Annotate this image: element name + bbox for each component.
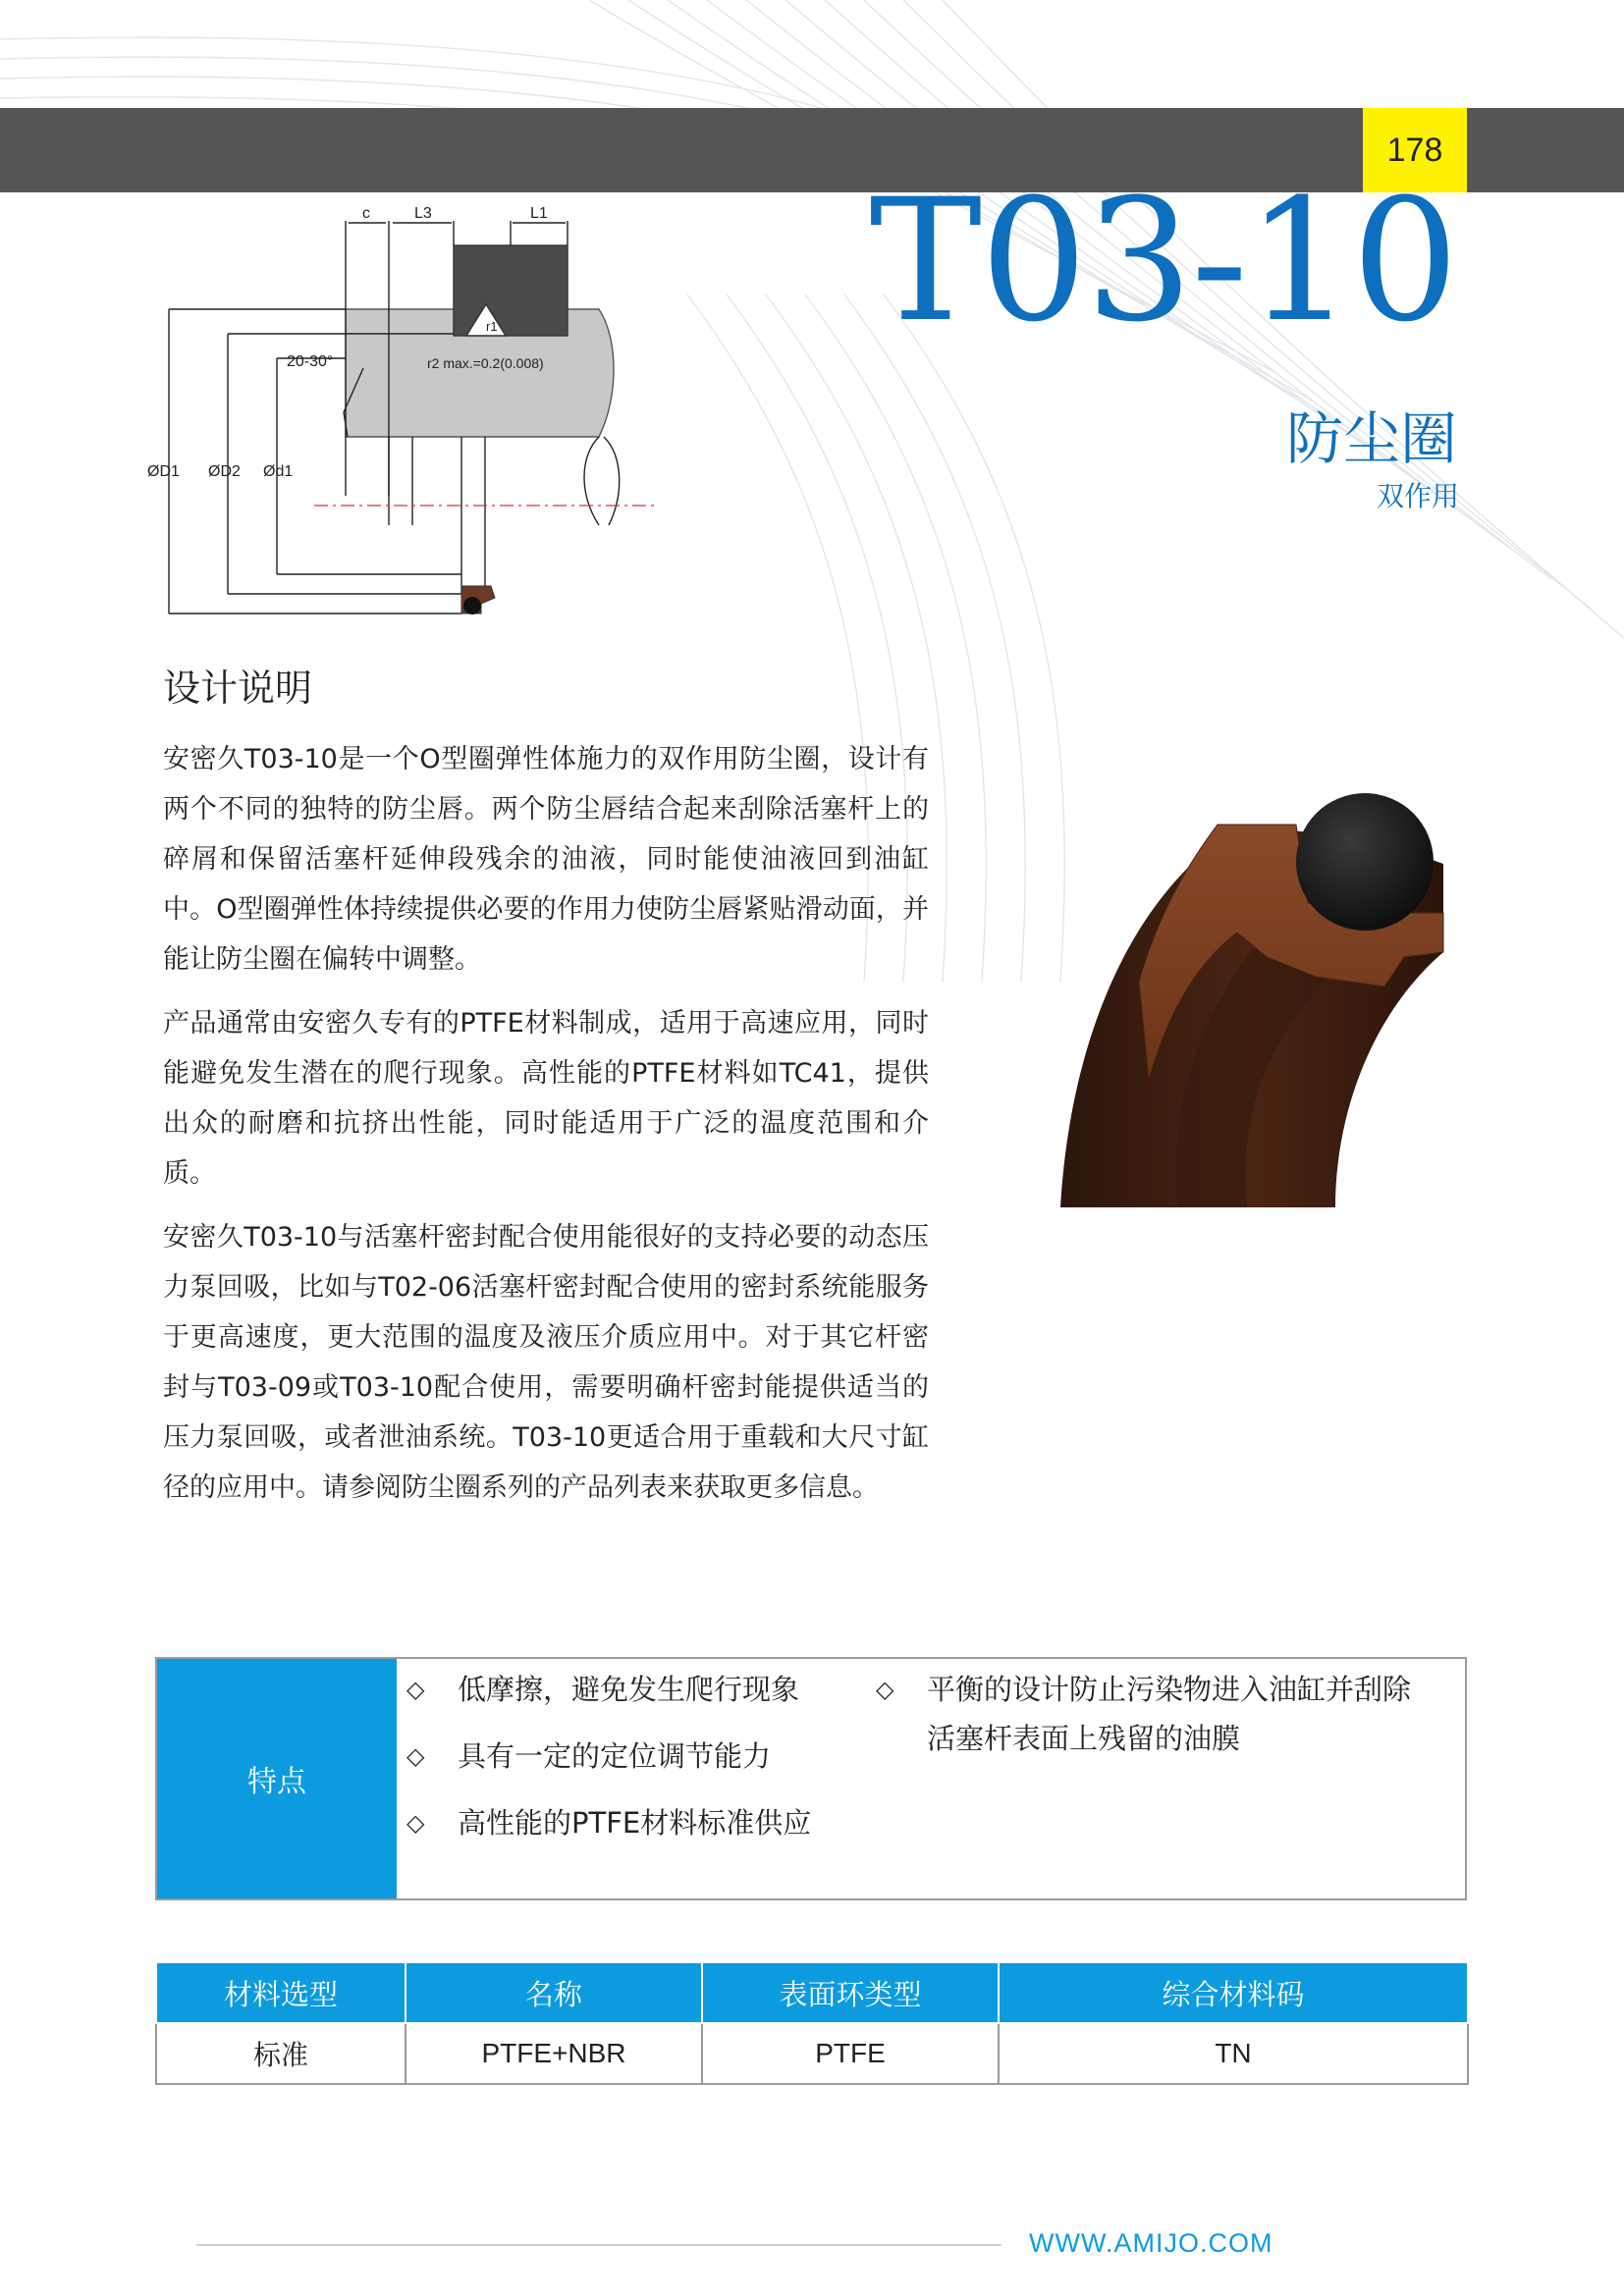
product-image (1051, 785, 1463, 1207)
description-paragraph-1: 安密久T03-10是一个O型圈弹性体施力的双作用防尘圈，设计有两个不同的独特的防尘唇。两个防尘唇结合起来刮除活塞杆上的碎屑和保留活塞杆延伸段残余的油液，同时能使油液回到油缸中。O型圈弹性体持续提供必要的作用力使防尘唇紧贴滑动面，并能让防尘圈在偏转中调整。 (163, 744, 929, 975)
label-c: c (362, 205, 370, 222)
label-r1: r1 (486, 319, 498, 334)
feature-item (406, 1732, 819, 1781)
label-angle: 20-30° (287, 353, 334, 370)
label-r2: r2 max.=0.2(0.008) (427, 355, 544, 371)
feature-text: 低摩擦，避免发生爬行现象 (458, 1673, 800, 1706)
product-subtitle: 双作用 (1376, 480, 1459, 512)
diamond-bullet-icon: ◇ (406, 1742, 425, 1770)
diagram-drawing (169, 221, 620, 614)
header-material-type: 材料选型 (156, 1962, 406, 2023)
diamond-bullet-icon: ◇ (406, 1676, 425, 1703)
product-code-title: T03-10 (869, 162, 1457, 359)
label-od-small: Ød1 (263, 463, 294, 480)
diamond-bullet-icon: ◇ (406, 1809, 425, 1837)
page-number: 178 (1363, 108, 1467, 192)
cell-material-type: 标准 (156, 2023, 406, 2084)
feature-text: 具有一定的定位调节能力 (458, 1739, 772, 1773)
feature-item (406, 1665, 819, 1714)
features-label: 特点 (157, 1659, 397, 1898)
header-name: 名称 (406, 1962, 702, 2023)
seal-profile-small (461, 586, 495, 614)
table-row (156, 2023, 1468, 2084)
footer-website-link[interactable]: WWW.AMIJO.COM (1029, 2228, 1273, 2258)
header-ring-type: 表面环类型 (702, 1962, 999, 2023)
cell-name: PTFE+NBR (406, 2023, 702, 2084)
diamond-bullet-icon: ◇ (876, 1676, 894, 1703)
feature-text: 平衡的设计防止污染物进入油缸并刮除活塞杆表面上残留的油膜 (927, 1673, 1412, 1755)
product-name: 防尘圈 (1285, 405, 1457, 472)
label-l1: L1 (530, 205, 548, 222)
cell-material-code: TN (999, 2023, 1468, 2084)
feature-item (406, 1798, 819, 1847)
installation-diagram (147, 201, 697, 633)
description-paragraph-2: 产品通常由安密久专有的PTFE材料制成，适用于高速应用，同时能避免发生潜在的爬行现象。高性能的PTFE材料如TC41，提供出众的耐磨和抗挤出性能，同时能适用于广泛的温度范围和介质。 (163, 1008, 929, 1189)
feature-item (876, 1665, 1435, 1763)
design-heading: 设计说明 (163, 667, 313, 710)
cell-ring-type: PTFE (702, 2023, 999, 2084)
feature-text: 高性能的PTFE材料标准供应 (458, 1806, 812, 1840)
material-table (155, 1961, 1469, 2085)
features-box (155, 1657, 1467, 1900)
footer-divider (196, 2244, 1001, 2246)
description-block (163, 734, 929, 1526)
header-material-code: 综合材料码 (999, 1962, 1468, 2023)
label-l3: L3 (414, 205, 432, 222)
table-header-row (156, 1962, 1468, 2023)
label-od2: ØD2 (208, 463, 241, 480)
label-od1: ØD1 (147, 463, 180, 480)
description-paragraph-3: 安密久T03-10与活塞杆密封配合使用能很好的支持必要的动态压力泵回吸，比如与T02-06活塞杆密封配合使用的密封系统能服务于更高速度，更大范围的温度及液压介质应用中。对于其它杆密封与T03-09或T03-10配合使用，需要明确杆密封能提供适当的压力泵回吸，或者泄油系统。T03-10更适合用于重载和大尺寸缸径的应用中。请参阅防尘圈系列的产品列表来获取更多信息。 (163, 1222, 929, 1503)
